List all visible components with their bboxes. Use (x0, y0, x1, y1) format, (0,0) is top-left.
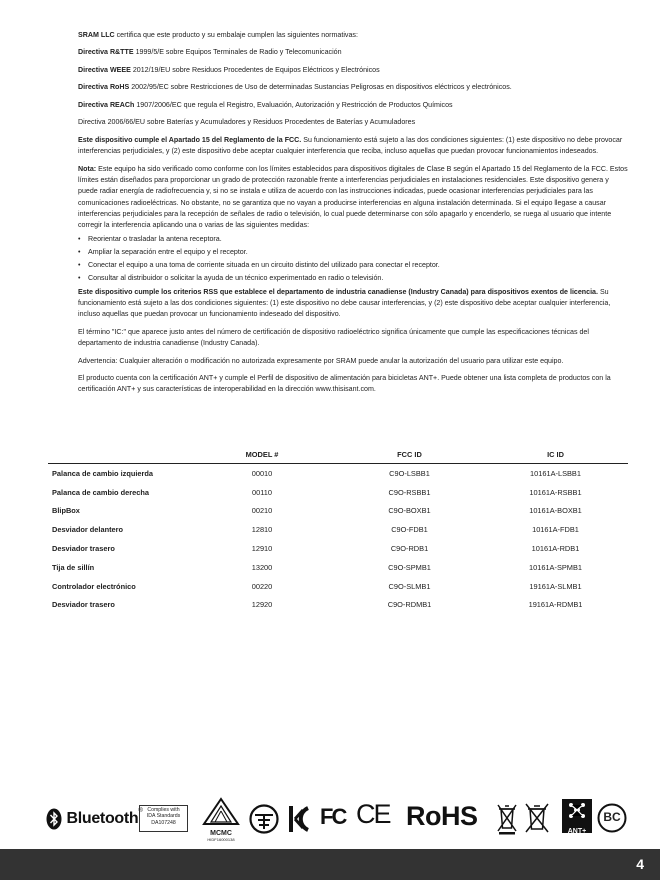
model-number: 12920 (251, 600, 273, 610)
table-row (48, 464, 628, 483)
ant-icon (562, 799, 592, 823)
intro-text: certifica que este producto y su embalaje cumplen las siguientes normativas: (114, 31, 358, 39)
ida-line: DA107248 (151, 819, 176, 826)
bluetooth-icon (46, 808, 62, 830)
fcc-id: C9O-FDB1 (391, 525, 428, 535)
product-name: Desviador trasero (52, 544, 115, 554)
table-row (48, 539, 628, 558)
certification-logos (44, 797, 634, 843)
product-name: Palanca de cambio derecha (52, 487, 149, 497)
intro-paragraph (78, 30, 628, 41)
header-product (48, 447, 188, 464)
model-number: 00010 (251, 468, 273, 478)
directive-title: Directiva R&TTE (78, 48, 134, 57)
kc-mark-icon (289, 804, 311, 834)
model-number: 12810 (251, 525, 273, 535)
table-row (48, 596, 628, 615)
directive-reach (78, 100, 628, 111)
battery-bin-logo (524, 801, 550, 840)
mcmc-triangle-icon (201, 797, 241, 825)
fcc-id: C9O-SPMB1 (388, 562, 431, 572)
weee-bin-logo (496, 801, 518, 840)
header-fcc-id: FCC ID (336, 447, 483, 464)
product-name: BlipBox (52, 506, 80, 516)
ic-id: 10161A-LSBB1 (530, 468, 581, 478)
directive-text: Directiva 2006/66/EU sobre Baterías y Acumuladores y Residuos Procedentes de Baterías y Acumuladores (78, 118, 416, 127)
ic-id: 19161A-RDMB1 (528, 600, 583, 610)
ic-id: 19161A-SLMB1 (529, 581, 582, 591)
fcc-heading: Este dispositivo cumple el Apartado 15 del Reglamento de la FCC. (78, 135, 302, 144)
warning-paragraph: Advertencia: Cualquier alteración o modificación no autorizada expresamente por SRAM puede anular la autorización del usuario para utilizar este equipo. (78, 356, 564, 365)
table-row (48, 483, 628, 502)
note-label: Nota: (78, 164, 97, 173)
header-model: MODEL # (188, 447, 336, 464)
product-name: Tija de sillín (52, 562, 95, 572)
directive-rtte (78, 47, 628, 58)
measures-list (78, 234, 628, 283)
directive-text: 1999/5/E sobre Equipos Terminales de Radio y Telecomunicación (133, 48, 342, 57)
ic-text: Su funcionamiento está sujeto a las dos condiciones siguientes: (1) este dispositivo no debe causar interferencias, y (2) este dispositivo debe aceptar cualquier interferencia, incluso aquellas que puedan provocar un funcionamiento indeseado del dispositivo. (78, 287, 611, 319)
table-row (48, 520, 628, 539)
crossed-bin-icon (496, 801, 518, 835)
directive-title: Directiva RoHS (78, 83, 130, 92)
fcc-id: C9O-SLMB1 (388, 581, 431, 591)
radio-mark-logo (249, 804, 279, 839)
directive-text: 2012/19/EU sobre Residuos Procedentes de Equipos Eléctricos y Electrónicos (130, 65, 380, 74)
directive-text: 1907/2006/EC que regula el Registro, Evaluación, Autorización y Restricción de Productos Químicos (134, 100, 453, 109)
table-header-row (48, 447, 628, 464)
note-paragraph (78, 164, 628, 232)
ant-logo (562, 799, 592, 833)
model-number: 13200 (251, 562, 273, 572)
bluetooth-trademark: ® (138, 808, 143, 814)
bc-label: BC (603, 810, 621, 824)
ida-compliance-box (139, 805, 188, 832)
model-table (48, 447, 628, 614)
mcmc-label: MCMC (210, 830, 232, 837)
rohs-logo: RoHS (406, 801, 478, 831)
fcc-id: C9O-LSBB1 (389, 468, 430, 478)
page-footer (0, 849, 660, 880)
table-row (48, 502, 628, 521)
bluetooth-logo (46, 808, 143, 830)
ant-label: ANT+ (567, 828, 587, 835)
directive-title: Directiva WEEE (78, 65, 131, 74)
fcc-id: C9O-RDMB1 (387, 600, 432, 610)
fcc-id: C9O-BOXB1 (388, 506, 431, 516)
ic-id: 10161A-RDB1 (531, 544, 580, 554)
fcc-logo: FC (320, 804, 346, 829)
ic-heading: Este dispositivo cumple los criterios RSS que establece el departamento de industria canadiense (Industry Canada) para dispositivos exentos de licencia. (78, 287, 598, 296)
mcmc-logo (201, 797, 241, 842)
fcc-paragraph (78, 135, 628, 158)
ic-term-paragraph: El término "IC:" que aparece justo antes del número de certificación de dispositivo radioeléctrico significa únicamente que cumple las especificaciones técnicas del departamento de industria canadiense (Industry Canada). (78, 327, 589, 348)
ant-paragraph: El producto cuenta con la certificación ANT+ y cumple el Perfil de dispositivo de alimentación para bicicletas ANT+. Puede obtener una lista completa de productos con la certificación ANT+ y sus características de interoperabilidad en la dirección www.thisisant.com. (78, 374, 611, 394)
fcc-text: Su funcionamiento está sujeto a las dos condiciones siguientes: (1) este dispositivo no debe provocar interferencias perjudiciales, y (2) este dispositivo debe aceptar cualquier interferencia que reciba, incluso aquellas que puedan provocar funcionamientos indeseados. (78, 135, 623, 156)
mcmc-code: HIDF16000138 (207, 837, 235, 842)
list-item: • Reorientar o trasladar la antena receptora. (88, 234, 628, 245)
ic-id: 10161A-RSBB1 (529, 487, 582, 497)
ida-line: IDA Standards (146, 813, 181, 820)
fcc-id: C9O-RDB1 (390, 544, 429, 554)
bluetooth-wordmark: Bluetooth (66, 810, 139, 827)
directive-title: Directiva REACh (78, 100, 135, 109)
ic-paragraph (78, 287, 628, 321)
list-item: • Ampliar la separación entre el equipo y el receptor. (88, 247, 628, 258)
company-name: SRAM LLC (78, 31, 115, 39)
ida-line: Complies with (147, 807, 180, 813)
ic-id: 10161A-FDB1 (532, 525, 579, 535)
radio-mark-icon (249, 804, 279, 834)
model-number: 00210 (251, 506, 273, 516)
crossed-bin-icon (524, 801, 550, 835)
directive-text: 2002/95/EC sobre Restricciones de Uso de determinadas Sustancias Peligrosas en dispositivos eléctricos y electrónicos. (129, 83, 512, 92)
directive-weee (78, 65, 628, 76)
list-item: • Consultar al distribuidor o solicitar la ayuda de un técnico experimentado en radio o televisión. (88, 273, 628, 284)
page-number: 4 (636, 856, 644, 872)
product-name: Desviador delantero (52, 525, 124, 535)
product-name: Controlador electrónico (52, 581, 136, 591)
list-item: • Conectar el equipo a una toma de corriente situada en un circuito distinto del utilizado para conectar el receptor. (88, 260, 628, 271)
directive-batteries (78, 117, 628, 128)
kc-mark-logo (289, 804, 311, 839)
ic-id: 10161A-BOXB1 (529, 506, 582, 516)
table-row (48, 558, 628, 577)
compliance-text (78, 30, 628, 402)
product-name: Palanca de cambio izquierda (52, 468, 154, 478)
fcc-id: C9O-RSBB1 (388, 487, 431, 497)
model-number: 00110 (251, 487, 272, 497)
model-number: 12910 (251, 544, 273, 554)
header-ic-id: IC ID (483, 447, 628, 464)
directive-rohs (78, 82, 628, 93)
bc-logo (597, 803, 627, 838)
table-row (48, 577, 628, 596)
ic-id: 10161A-SPMB1 (529, 562, 582, 572)
model-number: 00220 (251, 581, 273, 591)
product-name: Desviador trasero (52, 600, 115, 610)
note-text: Este equipo ha sido verificado como conforme con los límites establecidos para dispositivos digitales de Clase B según el Apartado 15 del Reglamento de la FCC. Estos límites están diseñados para proporcionar un grado de protección razonable frente a interferencias perjudiciales en instalaciones residenciales. Este dispositivo genera y puede radiar energía de radiofrecuencia y, si no se instala e utiliza de acuerdo con las instrucciones indicadas, puede ocasionar interferencias perjudiciales para las comunicaciones radioeléctricas. No obstante, no se garantiza que no vayan a producirse interferencias en alguna instalación determinada. Si el equipo llegase a causar interferencias perjudiciales para la recepción de señales de radio o televisión, lo cual puede determinarse con sólo apagarlo y encenderlo, se ruega al usuario que intente corregir la interferencia aplicando una o varias de las siguientes medidas: (78, 164, 628, 230)
ce-logo: CE (356, 799, 390, 829)
